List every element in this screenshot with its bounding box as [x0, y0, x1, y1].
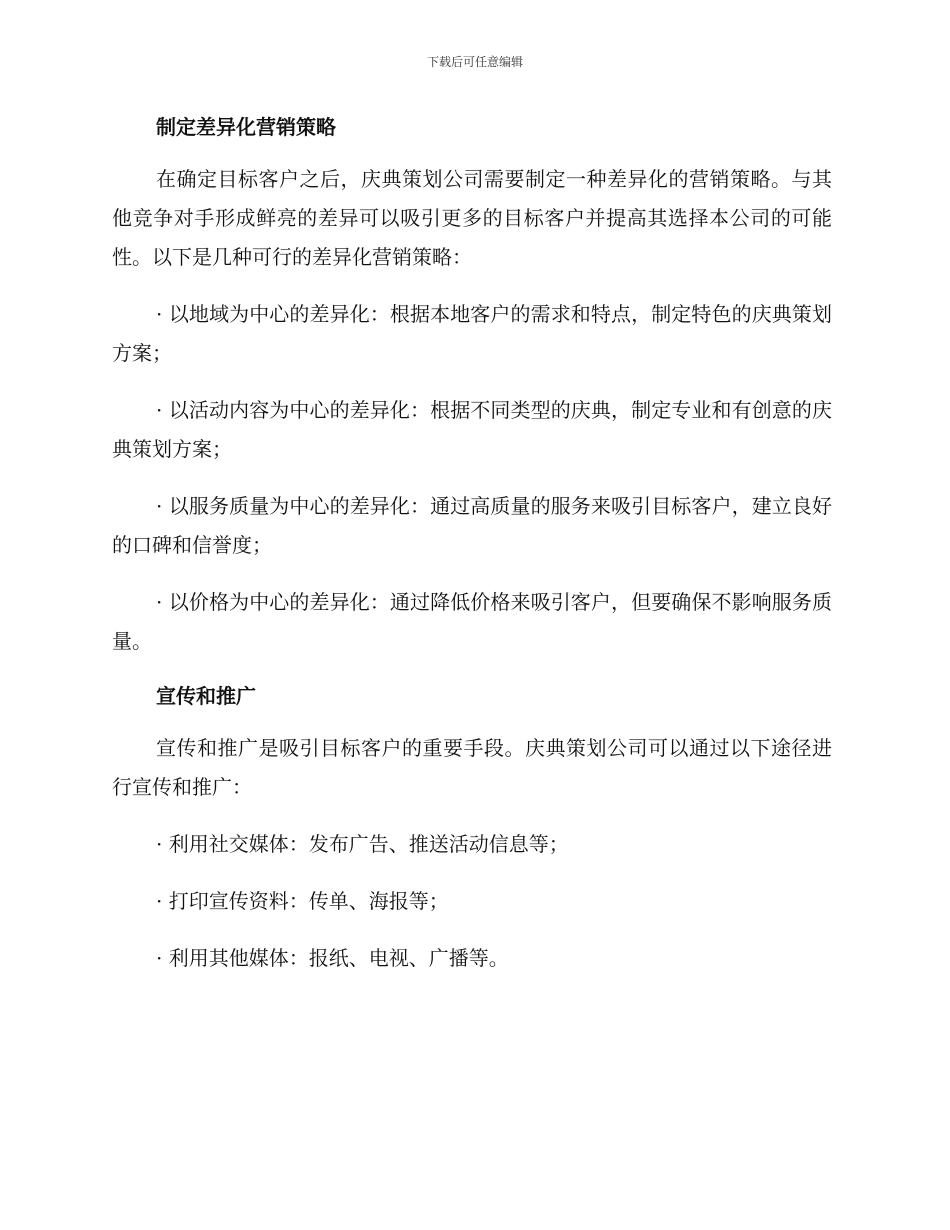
list-item: · 打印宣传资料：传单、海报等；: [156, 889, 449, 913]
list-item: · 利用社交媒体：发布广告、推送活动信息等；: [156, 832, 569, 856]
section-intro-promotion: 宣传和推广是吸引目标客户的重要手段。庆典策划公司可以通过以下途径进行宣传和推广：: [112, 736, 832, 799]
document-body: [112, 112, 832, 978]
list-item: · 以地域为中心的差异化：根据本地客户的需求和特点，制定特色的庆典策划方案；: [112, 302, 832, 365]
list-item: · 以服务质量为中心的差异化：通过高质量的服务来吸引目标客户，建立良好的口碑和信誉度；: [112, 494, 832, 557]
list-item: · 以价格为中心的差异化：通过降低价格来吸引客户，但要确保不影响服务质量。: [112, 590, 832, 653]
section-heading-differentiation: 制定差异化营销策略: [156, 115, 336, 139]
list-item: · 利用其他媒体：报纸、电视、广播等。: [156, 946, 509, 970]
list-item: · 以活动内容为中心的差异化：根据不同类型的庆典，制定专业和有创意的庆典策划方案；: [112, 398, 832, 461]
page-header: 下载后可任意编辑: [426, 55, 523, 69]
section-heading-promotion: 宣传和推广: [156, 684, 256, 708]
section-intro-differentiation: 在确定目标客户之后，庆典策划公司需要制定一种差异化的营销策略。与其他竞争对手形成鲜亮的差异可以吸引更多的目标客户并提高其选择本公司的可能性。以下是几种可行的差异化营销策略：: [112, 167, 832, 269]
